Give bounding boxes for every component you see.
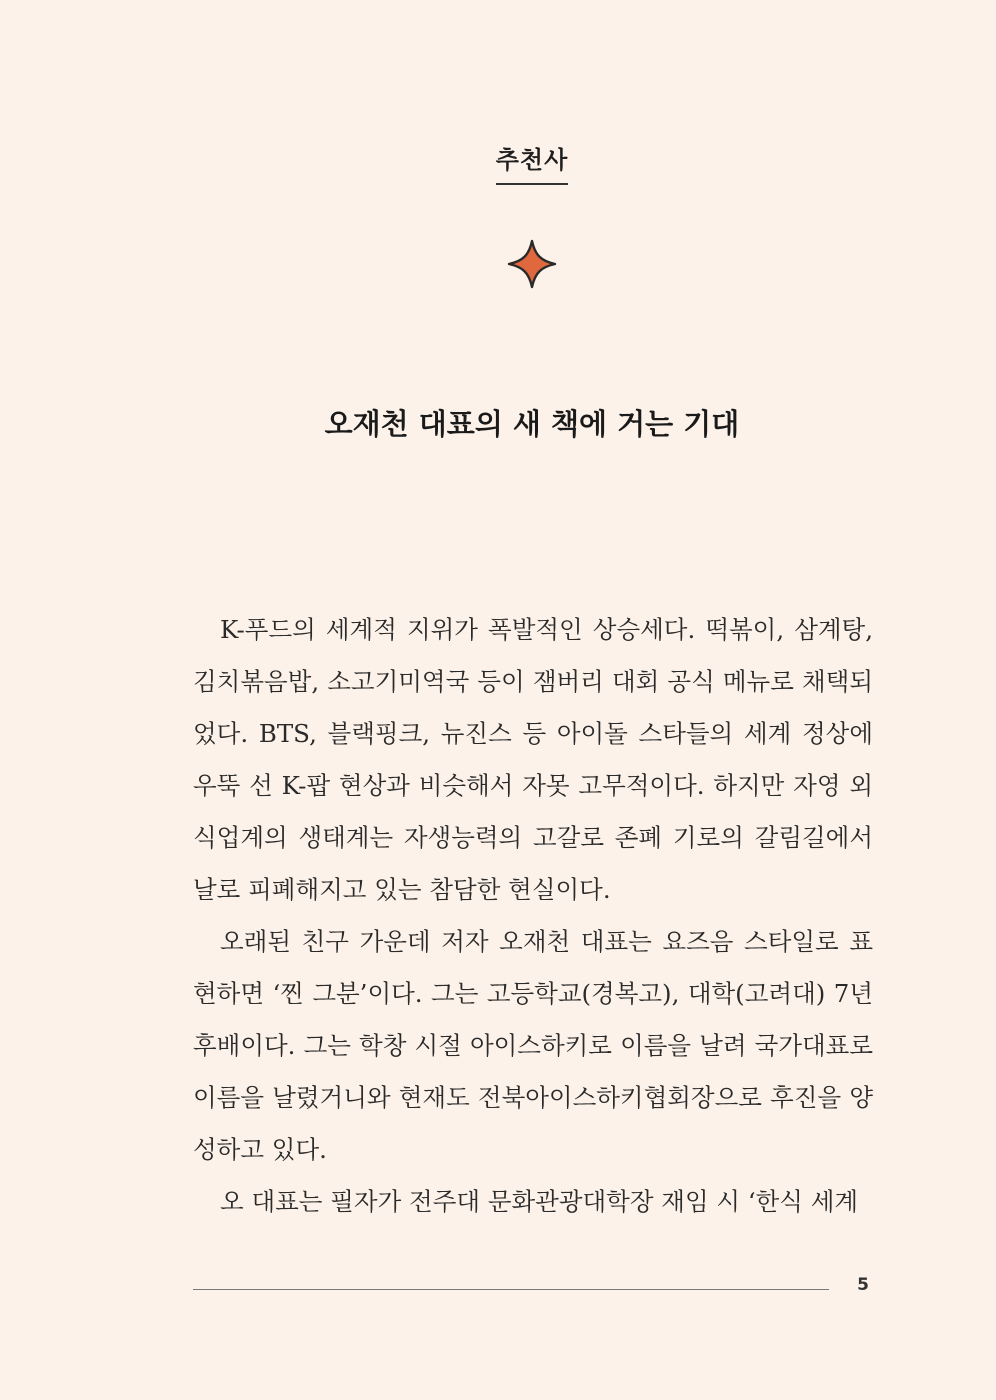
paragraph-3: 오 대표는 필자가 전주대 문화관광대학장 재임 시 ‘한식 세계	[220, 1187, 859, 1216]
page-number: 5	[857, 1275, 869, 1295]
star-icon	[506, 238, 558, 290]
star-shape	[509, 241, 555, 287]
footer-rule	[193, 1289, 829, 1290]
section-label	[0, 140, 996, 185]
paragraph-1: K-푸드의 세계적 지위가 폭발적인 상승세다. 떡볶이, 삼계탕, 김치볶음밥, 소고기미역국 등이 잼버리 대회 공식 메뉴로 채택되었다. BTS, 블랙핑크, 뉴진스 등 아이돌 스타들의 세계 정상에 우뚝 선 K-팝 현상과 비슷해서 자못 고무적이다. 하지만 자영 외식업계의 생태계는 자생능력의 고갈로 존폐 기로의 갈림길에서 날로 피폐해지고 있는 참담한 현실이다.	[193, 615, 873, 904]
body-text	[193, 604, 873, 1228]
section-label-text: 추천사	[496, 140, 569, 185]
chapter-title: 오재천 대표의 새 책에 거는 기대	[324, 407, 740, 441]
paragraph-2: 오래된 친구 가운데 저자 오재천 대표는 요즈음 스타일로 표현하면 ‘찐 그분’이다. 그는 고등학교(경복고), 대학(고려대) 7년 후배이다. 그는 학창 시절 아이스하키로 이름을 날려 국가대표로 이름을 날렸거니와 현재도 전북아이스하키협회장으로 후진을 양성하고 있다.	[193, 927, 873, 1164]
